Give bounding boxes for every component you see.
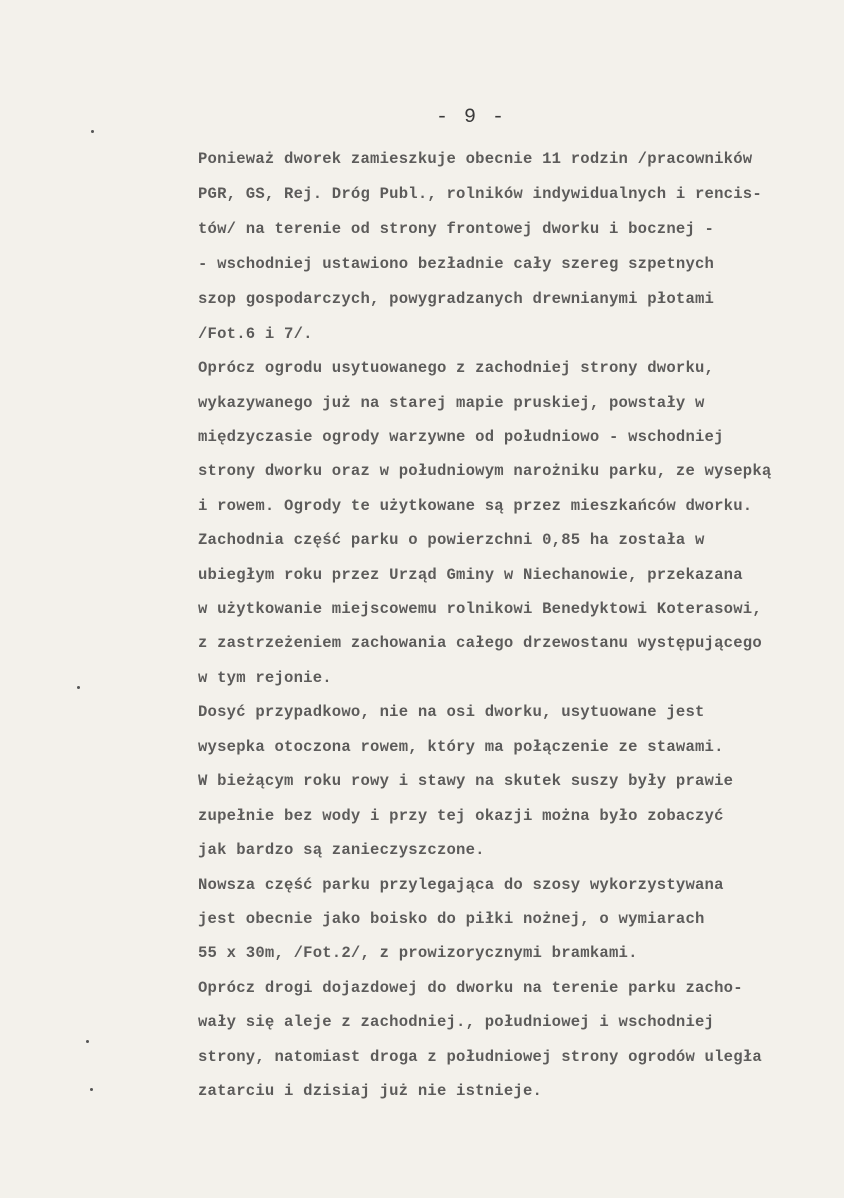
text-line: Zachodnia część parku o powierzchni 0,85 ha została w — [198, 531, 705, 549]
text-line: Dosyć przypadkowo, nie na osi dworku, usytuowane jest — [198, 703, 705, 721]
text-line: Ponieważ dworek zamieszkuje obecnie 11 rodzin /pracowników — [198, 150, 753, 168]
text-line: PGR, GS, Rej. Dróg Publ., rolników indywidualnych i rencis- — [198, 185, 762, 203]
text-line: zupełnie bez wody i przy tej okazji można było zobaczyć — [198, 807, 724, 825]
text-line: Oprócz drogi dojazdowej do dworku na terenie parku zacho- — [198, 979, 743, 997]
text-line: - wschodniej ustawiono bezładnie cały szereg szpetnych — [198, 255, 715, 273]
text-line: strony dworku oraz w południowym narożniku parku, ze wysepką — [198, 462, 772, 480]
text-line: wykazywanego już na starej mapie pruskiej, powstały w — [198, 394, 705, 412]
text-line: /Fot.6 i 7/. — [198, 325, 313, 343]
text-line: jak bardzo są zanieczyszczone. — [198, 841, 485, 859]
margin-dot — [91, 130, 94, 133]
text-line: wały się aleje z zachodniej., południowej i wschodniej — [198, 1013, 715, 1031]
text-line: W bieżącym roku rowy i stawy na skutek suszy były prawie — [198, 772, 734, 790]
text-line: ubiegłym roku przez Urząd Gminy w Niechanowie, przekazana — [198, 566, 743, 584]
text-line: z zastrzeżeniem zachowania całego drzewostanu występującego — [198, 634, 762, 652]
margin-dot — [86, 1040, 89, 1043]
text-line: wysepka otoczona rowem, który ma połączenie ze stawami. — [198, 738, 724, 756]
text-line: Oprócz ogrodu usytuowanego z zachodniej strony dworku, — [198, 359, 715, 377]
text-line: szop gospodarczych, powygradzanych drewnianymi płotami — [198, 290, 715, 308]
text-line: 55 x 30m, /Fot.2/, z prowizorycznymi bramkami. — [198, 944, 638, 962]
text-line: Nowsza część parku przylegająca do szosy wykorzystywana — [198, 876, 724, 894]
text-line: strony, natomiast droga z południowej strony ogrodów uległa — [198, 1048, 762, 1066]
text-line: i rowem. Ogrody te użytkowane są przez mieszkańców dworku. — [198, 497, 753, 515]
text-line: jest obecnie jako boisko do piłki nożnej, o wymiarach — [198, 910, 705, 928]
text-line: w tym rejonie. — [198, 669, 332, 687]
text-line: zatarciu i dzisiaj już nie istnieje. — [198, 1082, 543, 1100]
text-line: tów/ na terenie od strony frontowej dworku i bocznej - — [198, 220, 715, 238]
margin-dot — [77, 686, 80, 689]
text-line: w użytkowanie miejscowemu rolnikowi Benedyktowi Koterasowi, — [198, 600, 762, 618]
text-line: międzyczasie ogrody warzywne od południowo - wschodniej — [198, 428, 724, 446]
page-number: - 9 - — [436, 106, 507, 129]
margin-dot — [90, 1088, 93, 1091]
